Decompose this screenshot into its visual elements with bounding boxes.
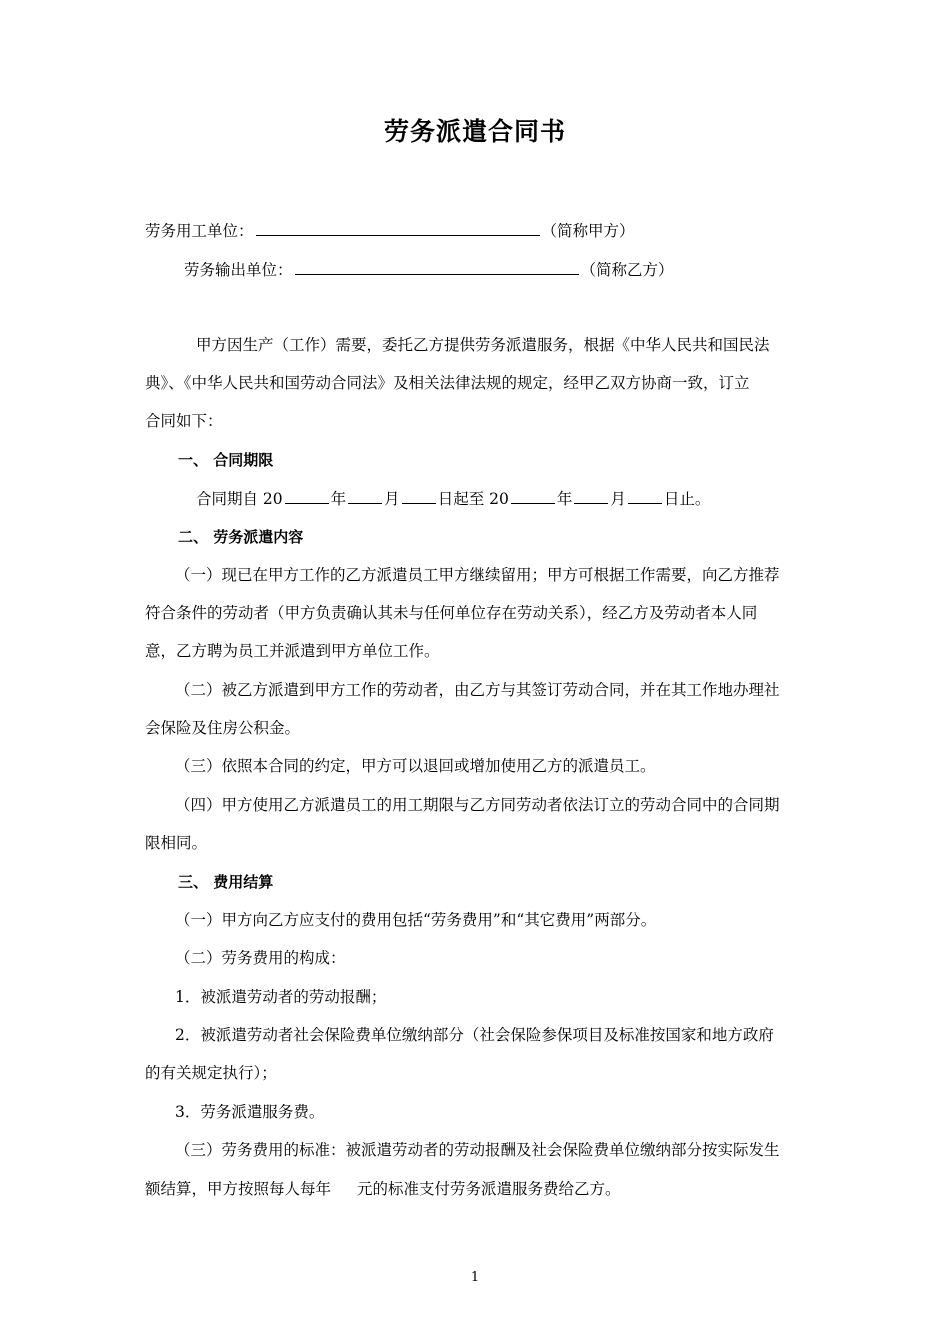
period-year-label-2: 年 (556, 490, 573, 508)
party-b-suffix: （简称乙方） (580, 261, 674, 279)
section-3-line-6: 3．劳务派遣服务费。 (175, 1103, 325, 1121)
party-a-line (145, 219, 635, 242)
party-a-blank (256, 219, 540, 236)
page-number: 1 (470, 1270, 480, 1285)
intro-line-1: 甲方因生产（工作）需要，委托乙方提供劳务派遣服务，根据《中华人民共和国民法 (196, 336, 770, 354)
section-2-line-4: （二）被乙方派遣到甲方工作的劳动者，由乙方与其签订劳动合同，并在其工作地办理社 (175, 681, 780, 699)
party-a-suffix: （简称甲方） (541, 222, 635, 240)
section-2-line-3: 意，乙方聘为员工并派遣到甲方单位工作。 (145, 642, 440, 660)
period-month-label-2: 月 (610, 490, 626, 508)
party-b-label: 劳务输出单位： (184, 261, 293, 279)
section-2-line-2: 符合条件的劳动者（甲方负责确认其未与任何单位存在劳动关系），经乙方及劳动者本人同 (145, 604, 758, 622)
period-month-label: 月 (384, 490, 400, 508)
party-b-blank (295, 258, 579, 275)
document-title: 劳务派遣合同书 (383, 117, 566, 146)
section-3-line-4: 2．被派遣劳动者社会保险费单位缴纳部分（社会保险参保项目及标准按国家和地方政府 (175, 1026, 774, 1044)
party-b-line (184, 258, 674, 281)
start-day-blank (402, 487, 436, 504)
period-year-label: 年 (330, 490, 347, 508)
contract-period-line (196, 487, 710, 510)
section-3-line-8 (145, 1178, 621, 1200)
start-month-blank (348, 487, 382, 504)
section-3-line-3: 1．被派遣劳动者的劳动报酬； (175, 988, 387, 1006)
period-text-end: 日止。 (663, 490, 711, 508)
end-day-blank (628, 487, 662, 504)
intro-line-2: 典》、《中华人民共和国劳动合同法》及相关法律法规的规定，经甲乙双方协商一致，订立 (145, 374, 750, 392)
section-2-heading: 二、 劳务派遣内容 (178, 528, 304, 546)
section-3-line-2: （二）劳务费用的构成： (175, 949, 346, 967)
section-3-line-5: 的有关规定执行）； (145, 1064, 277, 1082)
fee-line-end: 元的标准支付劳务派遣服务费给乙方。 (357, 1180, 621, 1198)
fee-line-start: 额结算，甲方按照每人每年 (145, 1180, 332, 1198)
section-2-line-5: 会保险及住房公积金。 (145, 719, 301, 737)
period-text-start: 合同期自 20 (196, 490, 283, 508)
intro-line-3: 合同如下： (145, 412, 223, 430)
party-a-label: 劳务用工单位： (145, 222, 254, 240)
section-3-heading: 三、 费用结算 (178, 873, 274, 891)
section-2-line-6: （三）依照本合同的约定，甲方可以退回或增加使用乙方的派遣员工。 (175, 757, 656, 775)
end-month-blank (574, 487, 608, 504)
section-1-heading: 一、 合同期限 (178, 451, 274, 469)
section-2-line-8: 限相同。 (145, 834, 208, 852)
section-2-line-1: （一）现已在甲方工作的乙方派遣员工甲方继续留用；甲方可根据工作需要，向乙方推荐 (175, 566, 780, 584)
section-3-line-7: （三）劳务费用的标准：被派遣劳动者的劳动报酬及社会保险费单位缴纳部分按实际发生 (175, 1141, 780, 1159)
start-year-blank (285, 487, 329, 504)
section-3-line-1: （一）甲方向乙方应支付的费用包括“劳务费用”和“其它费用”两部分。 (175, 911, 657, 929)
section-2-line-7: （四）甲方使用乙方派遣员工的用工期限与乙方同劳动者依法订立的劳动合同中的合同期 (175, 796, 780, 814)
end-year-blank (511, 487, 555, 504)
period-text-mid: 日起至 20 (437, 490, 509, 508)
